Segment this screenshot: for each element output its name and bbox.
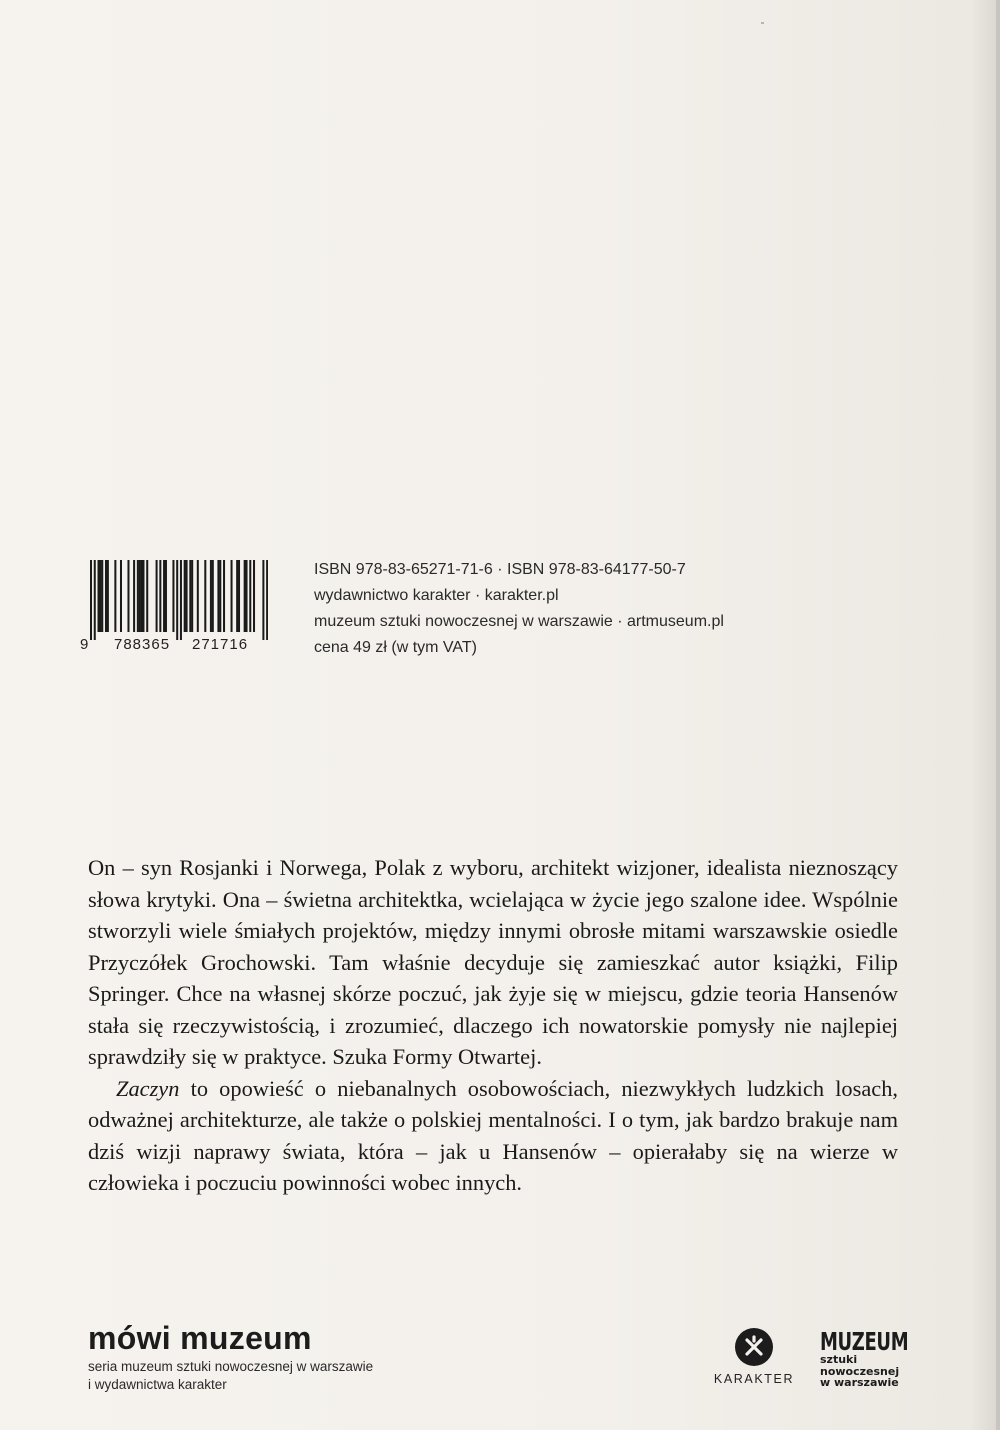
- museum-line: muzeum sztuki nowoczesnej w warszawie · artmuseum.pl: [314, 613, 724, 630]
- publisher-line: wydawnictwo karakter · karakter.pl: [314, 587, 559, 604]
- barcode-bar: [236, 560, 238, 632]
- barcode-bar: [163, 560, 165, 632]
- muzeum-line-3: w warszawie: [820, 1376, 899, 1389]
- barcode-guard-bar: [176, 560, 178, 640]
- isbn-line: ISBN 978-83-65271-71-6 · ISBN 978-83-64177-50-7: [314, 561, 686, 578]
- barcode-bars: [90, 560, 268, 640]
- barcode-bar: [137, 560, 139, 632]
- barcode-bar: [107, 560, 109, 632]
- book-title-italic: Zaczyn: [116, 1075, 180, 1101]
- karakter-logo: [706, 1328, 802, 1386]
- barcode-bar: [197, 560, 199, 632]
- barcode-bar: [141, 560, 143, 632]
- barcode-digits-right: 271716: [192, 636, 249, 653]
- barcode-bar: [165, 560, 167, 632]
- publisher-info: [314, 557, 724, 661]
- barcode-guard-bar: [90, 560, 92, 640]
- blurb-paragraph-1: On – syn Rosjanki i Norwega, Polak z wyboru, architekt wizjoner, idealista nieznoszący słowa krytyki. Ona – świetna architektka, wcielająca w życie jego szalone idee. Wspólnie stworzyli wiele śmiałych projektów, między innymi obrosłe mitami warszawskie osiedle Przyczółek Grochowski. Tam właśnie decyduje się zamieszkać autor książki, Filip Springer. Chce na własnej skórze poczuć, jak żyje się w miejscu, gdzie teoria Hansenów stała się rzeczywistością, i zrozumieć, dlaczego ich nowatorskie pomysły nie najlepiej sprawdziły się w praktyce. Szuka Formy Otwartej.: [88, 855, 898, 1069]
- barcode-bar: [172, 560, 174, 632]
- barcode-bar: [231, 560, 233, 632]
- barcode-bar: [189, 560, 191, 632]
- barcode-bar: [219, 560, 221, 632]
- barcode-bar: [244, 560, 246, 632]
- muzeum-wordmark: MUZEUM: [820, 1327, 909, 1356]
- barcode-bar: [159, 560, 161, 632]
- barcode-bar: [101, 560, 103, 632]
- barcode-guard-bar: [266, 560, 268, 640]
- muzeum-logo: [820, 1327, 943, 1389]
- barcode-bar: [217, 560, 219, 632]
- muzeum-line-2: nowoczesnej: [820, 1364, 900, 1378]
- barcode-bar: [249, 560, 251, 632]
- barcode-bar: [99, 560, 101, 632]
- barcode-bar: [191, 560, 193, 632]
- series-title: mówi muzeum: [88, 1320, 312, 1356]
- karakter-mark-icon: [735, 1328, 773, 1366]
- barcode-bar: [105, 560, 107, 632]
- barcode-bar: [186, 560, 188, 632]
- barcode-digits-left: 788365: [114, 636, 171, 653]
- barcode-bar: [127, 560, 129, 632]
- price-line: cena 49 zł (w tym VAT): [314, 639, 477, 656]
- barcode-bar: [184, 560, 186, 632]
- barcode-bar: [212, 560, 214, 632]
- barcode-bar: [253, 560, 255, 632]
- barcode-bar: [210, 560, 212, 632]
- barcode-bar: [142, 560, 144, 632]
- series-subtitle-line-1: seria muzeum sztuki nowoczesnej w warszawie: [88, 1359, 374, 1374]
- barcode-bar: [156, 560, 158, 632]
- barcode-bar: [139, 560, 141, 632]
- print-speck: [761, 22, 764, 24]
- barcode-bar: [114, 560, 116, 632]
- blurb-paragraph-2: [88, 1073, 898, 1199]
- barcode-bar: [97, 560, 99, 632]
- barcode-bar: [146, 560, 148, 632]
- barcode-bar: [133, 560, 135, 632]
- cover-edge: [996, 0, 1000, 1430]
- series-subtitle-line-2: i wydawnictwa karakter: [88, 1377, 227, 1392]
- barcode-bar: [204, 560, 206, 632]
- barcode-bar: [120, 560, 122, 632]
- barcode-guard-bar: [180, 560, 182, 640]
- barcode-guard-bar: [262, 560, 264, 640]
- muzeum-line-1: sztuki: [820, 1353, 858, 1366]
- barcode-digit-first: 9: [80, 636, 90, 653]
- karakter-wordmark: KARAKTER: [713, 1372, 795, 1386]
- barcode-guard-bar: [94, 560, 96, 640]
- isbn-barcode: [80, 560, 274, 660]
- barcode-bar: [223, 560, 225, 632]
- blurb-paragraph-2-text: to opowieść o niebanalnych osobowościach, niezwykłych ludzkich losach, odważnej architekturze, ale także o polskiej mentalności. I o tym, jak bardzo brakuje nam dziś wizji naprawy świata, która – jak u Hansenów – opierałaby się na wierze w człowieka i poczuciu powinności wobec innych.: [88, 1075, 898, 1195]
- barcode-bar: [238, 560, 240, 632]
- barcode-bar: [246, 560, 248, 632]
- book-blurb: [88, 852, 898, 1199]
